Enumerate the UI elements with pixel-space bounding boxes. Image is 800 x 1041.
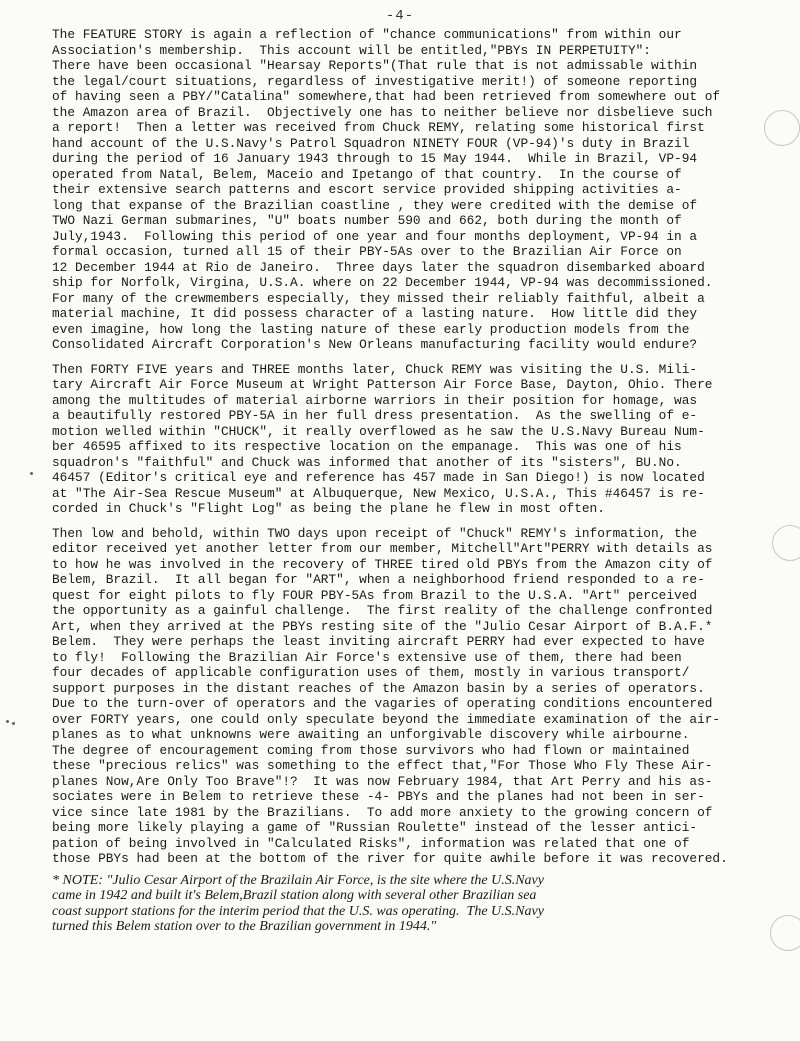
punch-hole-middle	[772, 525, 800, 561]
page-number: -4-	[385, 8, 415, 24]
paragraph-recovery: Then low and behold, within TWO days upon receipt of "Chuck" REMY's information, the editor received yet another letter from our member, Mitchell"Art"PERRY with details as to how he was involved in the recovery of THREE tired old PBYs from the Amazon city of Belem, Brazil. It all began for "ART", when a neighborhood friend responded to a re- quest for eight pilots to fly FOUR PBY-5As from Brazil to the U.S.A. "Art" perceived the opportunity as a gainful challenge. The first reality of the challenge confronted Art, when they arrived at the PBYs resting site of the "Julio Cesar Airport of B.A.F.* Belem. They were perhaps the least inviting aircraft PERRY had ever expected to have to fly! Following the Brazilian Air Force's extensive use of them, there had been four decades of applicable configuration uses of them, mostly in various transport/ support purposes in the distant reaches of the Amazon basin by a series of operators. Due to the turn-over of operators and the vagaries of operating conditions encountered over FORTY years, one could only speculate beyond the immediate examination of the air- planes as to what unknowns were awaiting an unforgivable discovery while airbourne. The degree of encouragement coming from those survivors who had flown or maintained these "precious relics" was something to the effect that,"For Those Who Fly These Air- planes Now,Are Only Too Brave"!? It was now February 1984, that Art Perry and his as- sociates were in Belem to retrieve these -4- PBYs and the planes had not been in ser- vice since late 1981 by the Brazilians. To add more anxiety to the growing concern of being more likely playing a game of "Russian Roulette" instead of the lesser antici- pation of being involved in "Calculated Risks", information was related that one of those PBYs had been at the bottom of the river for quite awhile before it was recovered.	[52, 525, 728, 866]
margin-mark	[12, 722, 15, 725]
footnote: * NOTE: "Julio Cesar Airport of the Brazilain Air Force, is the site where the U.S.Navy came in 1942 and built it's Belem,Brazil station along with several other Brazilian sea coast support stations for the interim period that the U.S. was operating. The U.S.Navy turned this Belem station over to the Brazilian government in 1944."	[52, 872, 544, 935]
paragraph-museum: Then FORTY FIVE years and THREE months later, Chuck REMY was visiting the U.S. Mili- tary Aircraft Air Force Museum at Wright Patterson Air Force Base, Dayton, Ohio. There among the multitudes of material airborne warriors in their position for homage, was a beautifully restored PBY-5A in her full dress presentation. As the swelling of e- motion welled within "CHUCK", it really overflowed as he saw the U.S.Navy Bureau Num- ber 46595 affixed to its respective location on the empanage. This was one of his squadron's "faithful" and Chuck was informed that another of its "sisters", BU.No. 46457 (Editor's critical eye and reference has 457 made in San Diego!) is now located at "The Air-Sea Rescue Museum" at Albuquerque, New Mexico, U.S.A., This #46457 is re- corded in Chuck's "Flight Log" as being the plane he flew in most often.	[52, 361, 713, 516]
punch-hole-bottom	[770, 915, 800, 951]
paragraph-intro: The FEATURE STORY is again a reflection of "chance communications" from within our Association's membership. This account will be entitled,"PBYs IN PERPETUITY": There have been occasional "Hearsay Reports"(That rule that is not admissable within the legal/court situations, regardless of investigative merit!) of someone reporting of having seen a PBY/"Catalina" somewhere,that had been retrieved from somewhere out of the Amazon area of Brazil. Objectively one has to neither believe nor disbelieve such a report! Then a letter was received from Chuck REMY, relating some historical first hand account of the U.S.Navy's Patrol Squadron NINETY FOUR (VP-94)'s duty in Brazil during the period of 16 January 1943 through to 15 May 1944. While in Brazil, VP-94 operated from Natal, Belem, Maceio and Ipetango of that country. In the course of their extensive search patterns and escort service provided shipping activities a- long that expanse of the Brazilian coastline , they were credited with the demise of TWO Nazi German submarines, "U" boats number 590 and 662, both during the month of July,1943. Following this period of one year and four months deployment, VP-94 in a formal occasion, turned all 15 of their PBY-5As over to the Brazilian Air Force on 12 December 1944 at Rio de Janeiro. Three days later the squadron disembarked aboard ship for Norfolk, Virgina, U.S.A. where on 22 December 1944, VP-94 was decommissioned. For many of the crewmembers especially, they missed their reliably faithful, albeit a material machine, It did possess character of a lasting nature. How little did they even imagine, how long the lasting nature of these early production models from the Consolidated Aircraft Corporation's New Orleans manufacturing facility would endure?	[52, 27, 721, 352]
margin-mark	[30, 472, 33, 475]
article-body	[52, 27, 772, 949]
margin-mark	[6, 720, 9, 723]
punch-hole-top	[764, 110, 800, 146]
